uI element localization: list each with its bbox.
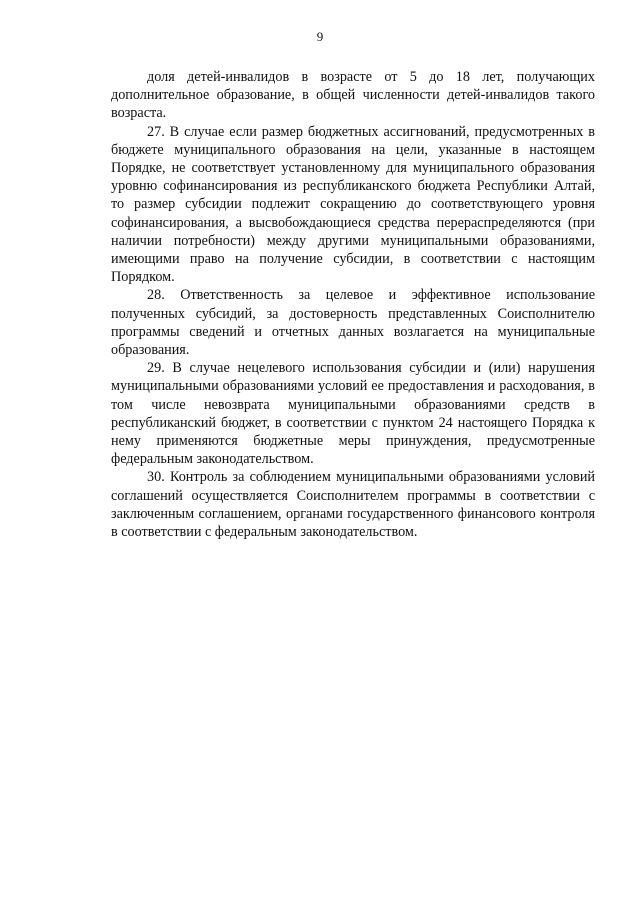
document-body bbox=[111, 68, 595, 541]
paragraph-30: 30. Контроль за соблюдением муниципальными образованиями условий соглашений осуществляется Соисполнителем программы в соответствии с заключенным соглашением, органами государственного финансового контроля в соответствии с федеральным законодательством. bbox=[111, 469, 595, 541]
paragraph-28: 28. Ответственность за целевое и эффективное использование полученных субсидий, за достоверность представленных Соисполнителю программы сведений и отчетных данных возлагается на муниципальные образования. bbox=[111, 287, 595, 359]
paragraph-continuation: доля детей-инвалидов в возрасте от 5 до 18 лет, получающих дополнительное образование, в общей численности детей-инвалидов такого возраста. bbox=[111, 69, 595, 122]
paragraph-29: 29. В случае нецелевого использования субсидии и (или) нарушения муниципальными образованиями условий ее предоставления и расходования, в том числе невозврата муниципальными образованиями средств в республиканский бюджет, в соответствии с пунктом 24 настоящего Порядка к нему применяются бюджетные меры принуждения, предусмотренные федеральным законодательством. bbox=[111, 360, 595, 468]
page-number: 9 bbox=[316, 29, 324, 44]
paragraph-27: 27. В случае если размер бюджетных ассигнований, предусмотренных в бюджете муниципального образования на цели, указанные в настоящем Порядке, не соответствует установленному для муниципального образования уровню софинансирования из республиканского бюджета Республики Алтай, то размер субсидии подлежит сокращению до соответствующего уровня софинансирования, а высвобождающиеся средства перераспределяются (при наличии потребности) между другими муниципальными образованиями, имеющими право на получение субсидии, в соответствии с настоящим Порядком. bbox=[111, 123, 595, 286]
